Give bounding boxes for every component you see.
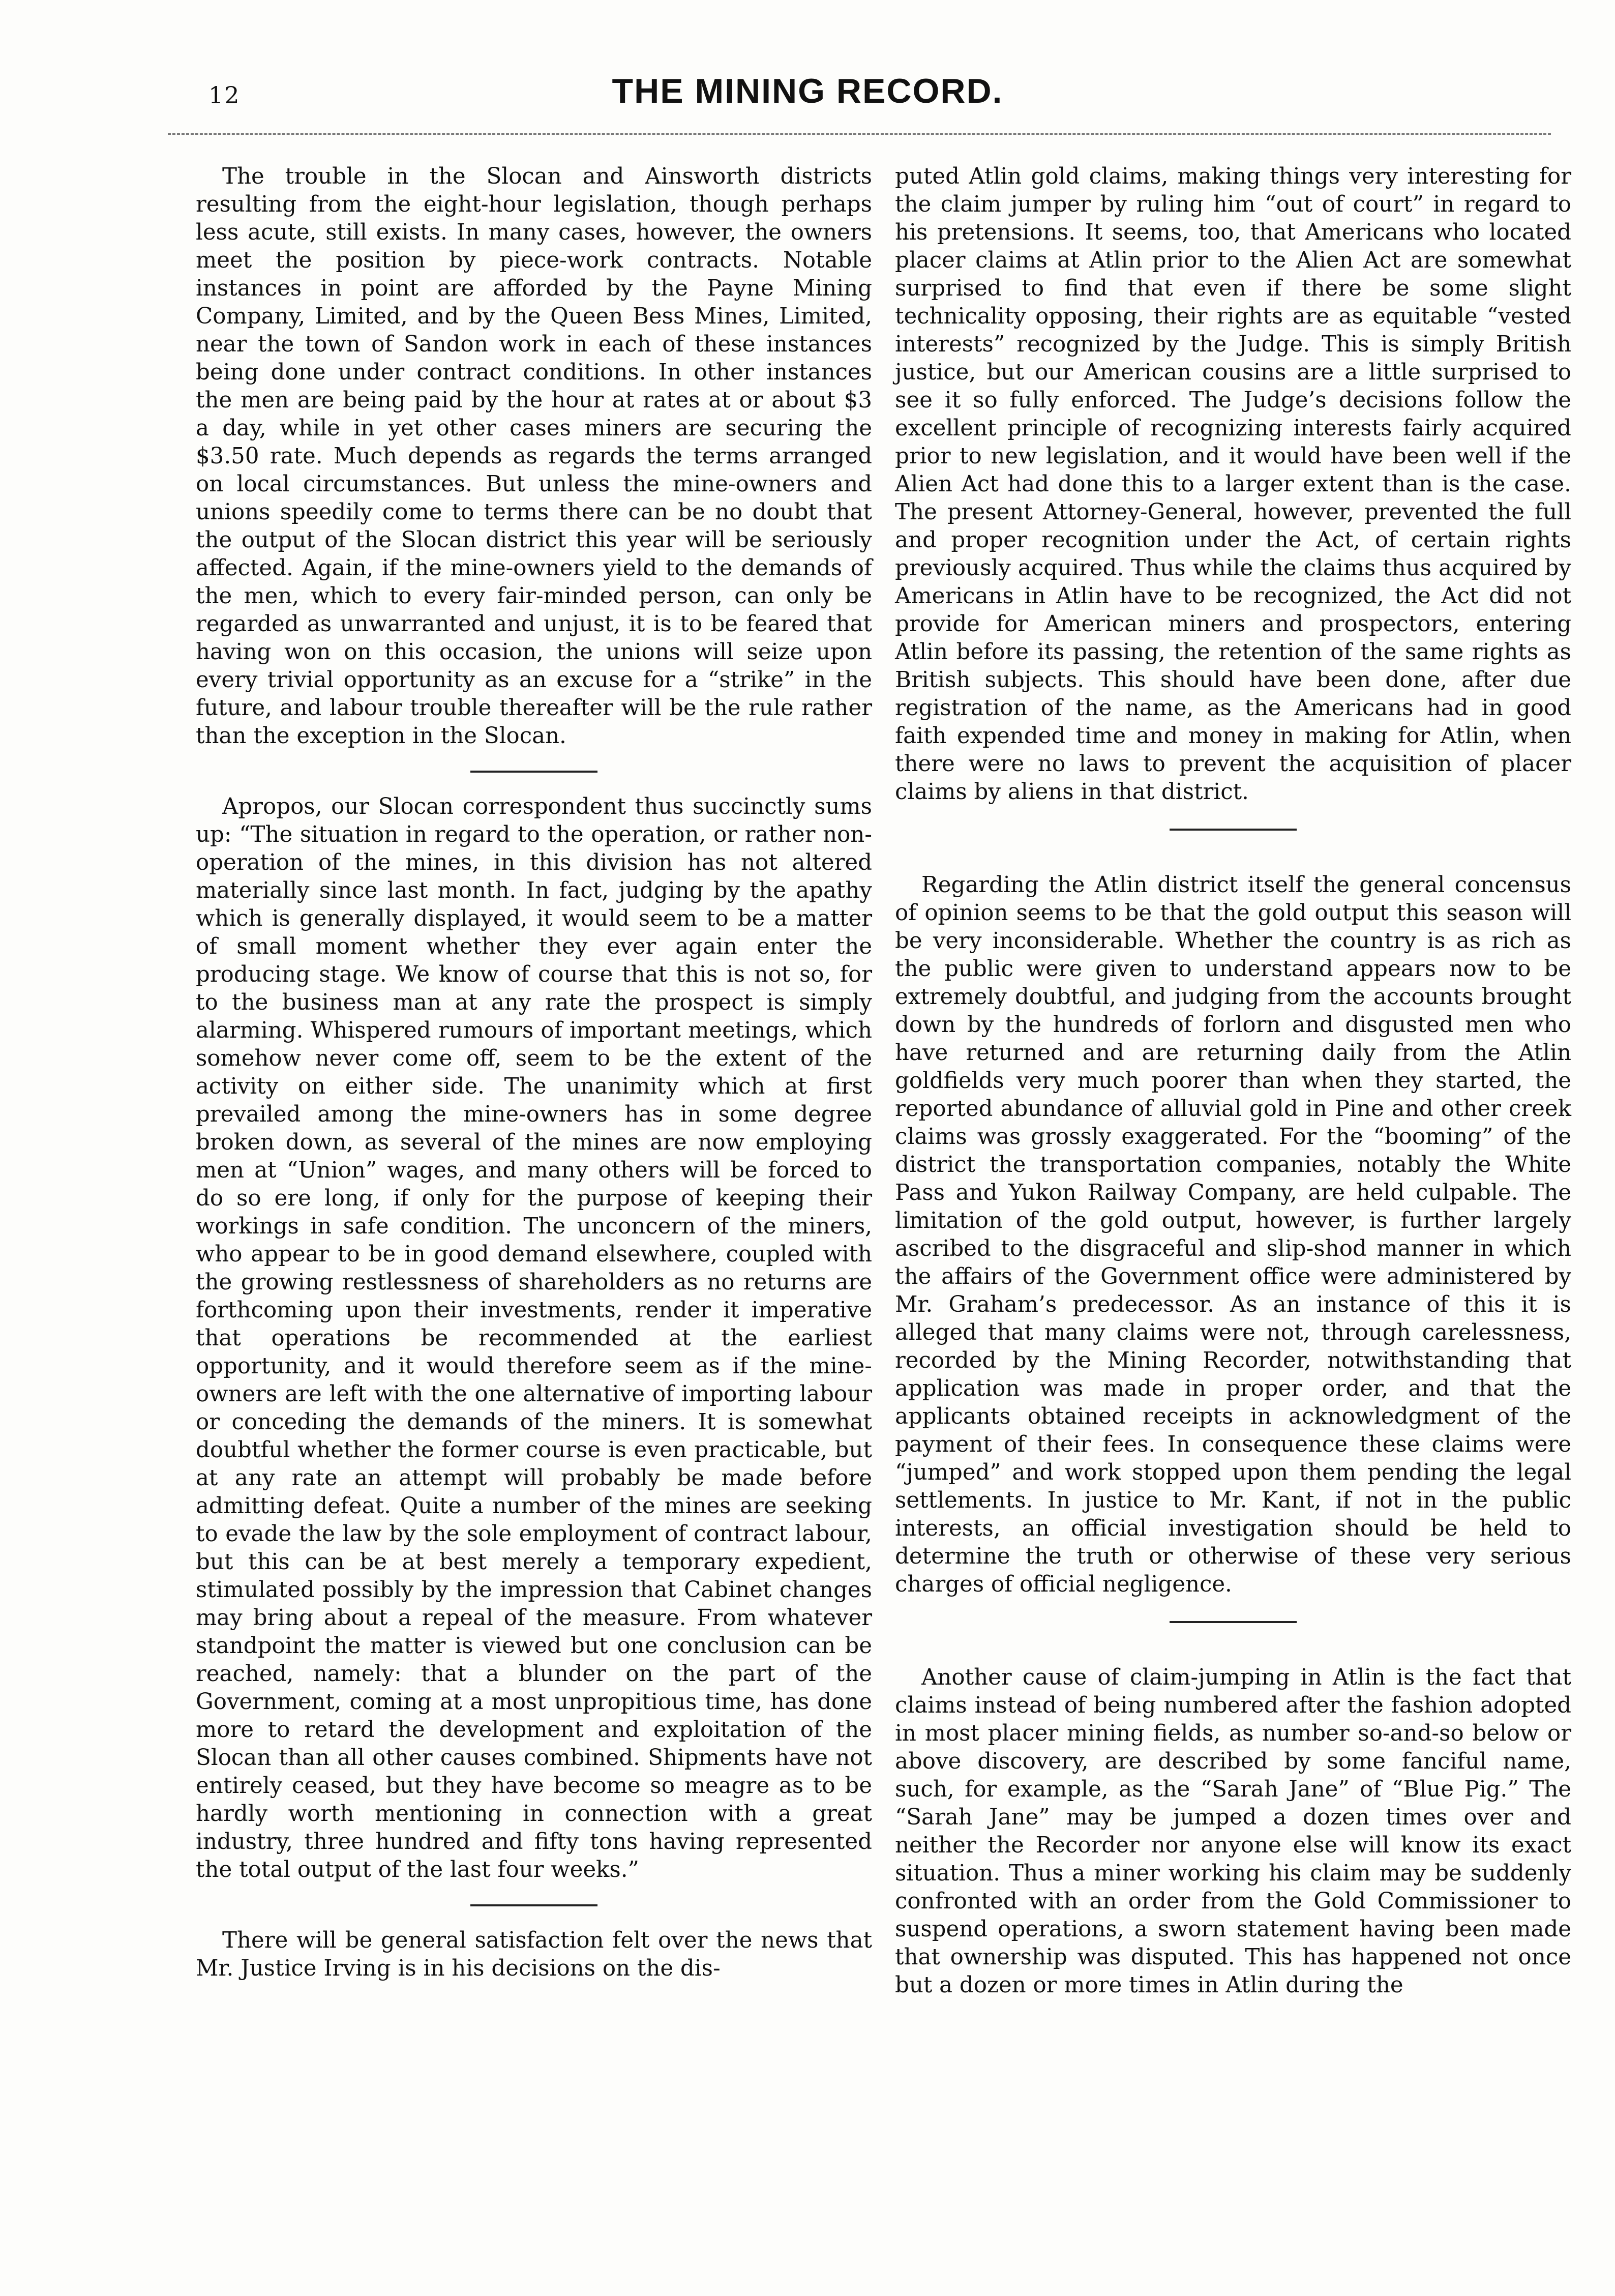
section-divider [1170,1621,1297,1623]
section-divider [1170,829,1297,831]
article-paragraph-slocan-correspondent: Apropos, our Slocan correspondent thus succinctly sums up: “The situation in regard to the operation, or rather non-operation of the mines, in this division has not altered materially since last month. In fact, judging by the apathy which is generally displayed, it would seem to be a matter of small moment whether they ever again enter the producing stage. We know of course that this is not so, for to the business man at any rate the prospect is simply alarming. Whispered rumours of important meetings, which somehow never come off, seem to be the extent of the activity on either side. The unanimity which at first prevailed among the mine-owners has in some degree broken down, as several of the mines are now employing men at “Union” wages, and many others will be forced to do so ere long, if only for the purpose of keeping their workings in safe condition. The unconcern of the miners, who appear to be in good demand elsewhere, coupled with the growing restlessness of shareholders as no returns are forthcoming upon their investments, render it imperative that operations be recommended at the earliest opportunity, and it would therefore seem as if the mine-owners are left with the one alternative of importing labour or conceding the demands of the miners. It is somewhat doubtful whether the former course is even practicable, but at any rate an attempt will probably be made before admitting defeat. Quite a number of the mines are seeking to evade the law by the sole employment of contract labour, but this can be at best merely a temporary expedient, stimulated possibly by the impression that Cabinet changes may bring about a repeal of the measure. From whatever standpoint the matter is viewed but one conclusion can be reached, namely: that a blunder on the part of the Government, coming at a most unpropitious time, has done more to retard the development and exploitation of the Slocan than all other causes combined. Shipments have not entirely ceased, but they have become so meagre as to be hardly worth mentioning in connection with a great industry, three hundred and fifty tons having represented the total output of the last four weeks.” [196,794,872,1882]
right-column [895,163,1571,1999]
section-divider [470,771,597,773]
article-paragraph-atlin-claims: puted Atlin gold claims, making things very interesting for the claim jumper by ruling him “out of court” in regard to his pretensions. It seems, too, that Americans who located placer claims at Atlin prior to the Alien Act are somewhat surprised to find that even if there be some slight technicality opposing, their rights are as equitable “vested interests” recognized by the Judge. This is simply British justice, but our American cousins are a little surprised to see it so fully enforced. The Judge’s decisions follow the excellent principle of recognizing interests fairly acquired prior to new legislation, and it would have been well if the Alien Act had done this to a larger extent than is the case. The present Attorney-General, however, prevented the full and proper recognition under the Act, of certain rights previously acquired. Thus while the claims thus acquired by Americans in Atlin have to be recognized, the Act did not provide for American miners and prospectors, entering Atlin before its passing, the retention of the same rights as British subjects. This should have been done, after due registration of the name, as the Americans had in good faith expended time and money in making for Atlin, when there were no laws to prevent the acquisition of placer claims by aliens in that district. [895,164,1571,805]
masthead-title: THE MINING RECORD. [612,72,1003,110]
article-paragraph-atlin-output: Regarding the Atlin district itself the general concensus of opinion seems to be that the gold output this season will be very inconsiderable. Whether the country is as rich as the public were given to understand appears now to be extremely doubtful, and judging from the accounts brought down by the hundreds of forlorn and disgusted men who have returned and are returning daily from the Atlin goldfields very much poorer than when they started, the reported abundance of alluvial gold in Pine and other creek claims was grossly exaggerated. For the “booming” of the district the transportation companies, notably the White Pass and Yukon Railway Company, are held culpable. The limitation of the gold output, however, is further largely ascribed to the disgraceful and slip-shod manner in which the affairs of the Government office were administered by Mr. Graham’s predecessor. As an instance of this it is alleged that many claims were not, through carelessness, recorded by the Mining Recorder, notwithstanding that application was made in proper order, and that the applicants obtained receipts in acknowledgment of the payment of their fees. In consequence these claims were “jumped” and work stopped upon them pending the legal settlements. In justice to Mr. Kant, if not in the public interests, an official investigation should be held to determine the truth or otherwise of these very serious charges of official negligence. [895,872,1571,1597]
article-paragraph-justice-irving: There will be general satisfaction felt over the news that Mr. Justice Irving is in his decisions on the dis- [196,1928,872,1981]
page-number: 12 [208,81,241,109]
left-column [196,163,872,1983]
article-paragraph-slocan-trouble: The trouble in the Slocan and Ainsworth districts resulting from the eight-hour legislation, though perhaps less acute, still exists. In many cases, however, the owners meet the position by piece-work contracts. Notable instances in point are afforded by the Payne Mining Company, Limited, and by the Queen Bess Mines, Limited, near the town of Sandon work in each of these instances being done under contract conditions. In other instances the men are being paid by the hour at rates at or about $3 a day, while in yet other cases miners are securing the $3.50 rate. Much depends as regards the terms arranged on local circumstances. But unless the mine-owners and unions speedily come to terms there can be no doubt that the output of the Slocan district this year will be seriously affected. Again, if the mine-owners yield to the demands of the men, which to every fair-minded person, can only be regarded as unwarranted and unjust, it is to be feared that having won on this occasion, the unions will seize upon every trivial opportunity as an excuse for a “strike” in the future, and labour trouble thereafter will be the rule rather than the exception in the Slocan. [196,164,872,749]
section-divider [470,1904,597,1906]
article-paragraph-claim-jumping: Another cause of claim-jumping in Atlin is the fact that claims instead of being numbered after the fashion adopted in most placer mining fields, as number so-and-so below or above discovery, are described by some fanciful name, such, for example, as the “Sarah Jane” of “Blue Pig.” The “Sarah Jane” may be jumped a dozen times over and neither the Recorder nor anyone else will know its exact situation. Thus a miner working his claim may be suddenly confronted with an order from the Gold Commissioner to suspend operations, a sworn statement having been made that ownership was disputed. This has happened not once but a dozen or more times in Atlin during the [895,1665,1571,1998]
header-rule [168,133,1551,135]
